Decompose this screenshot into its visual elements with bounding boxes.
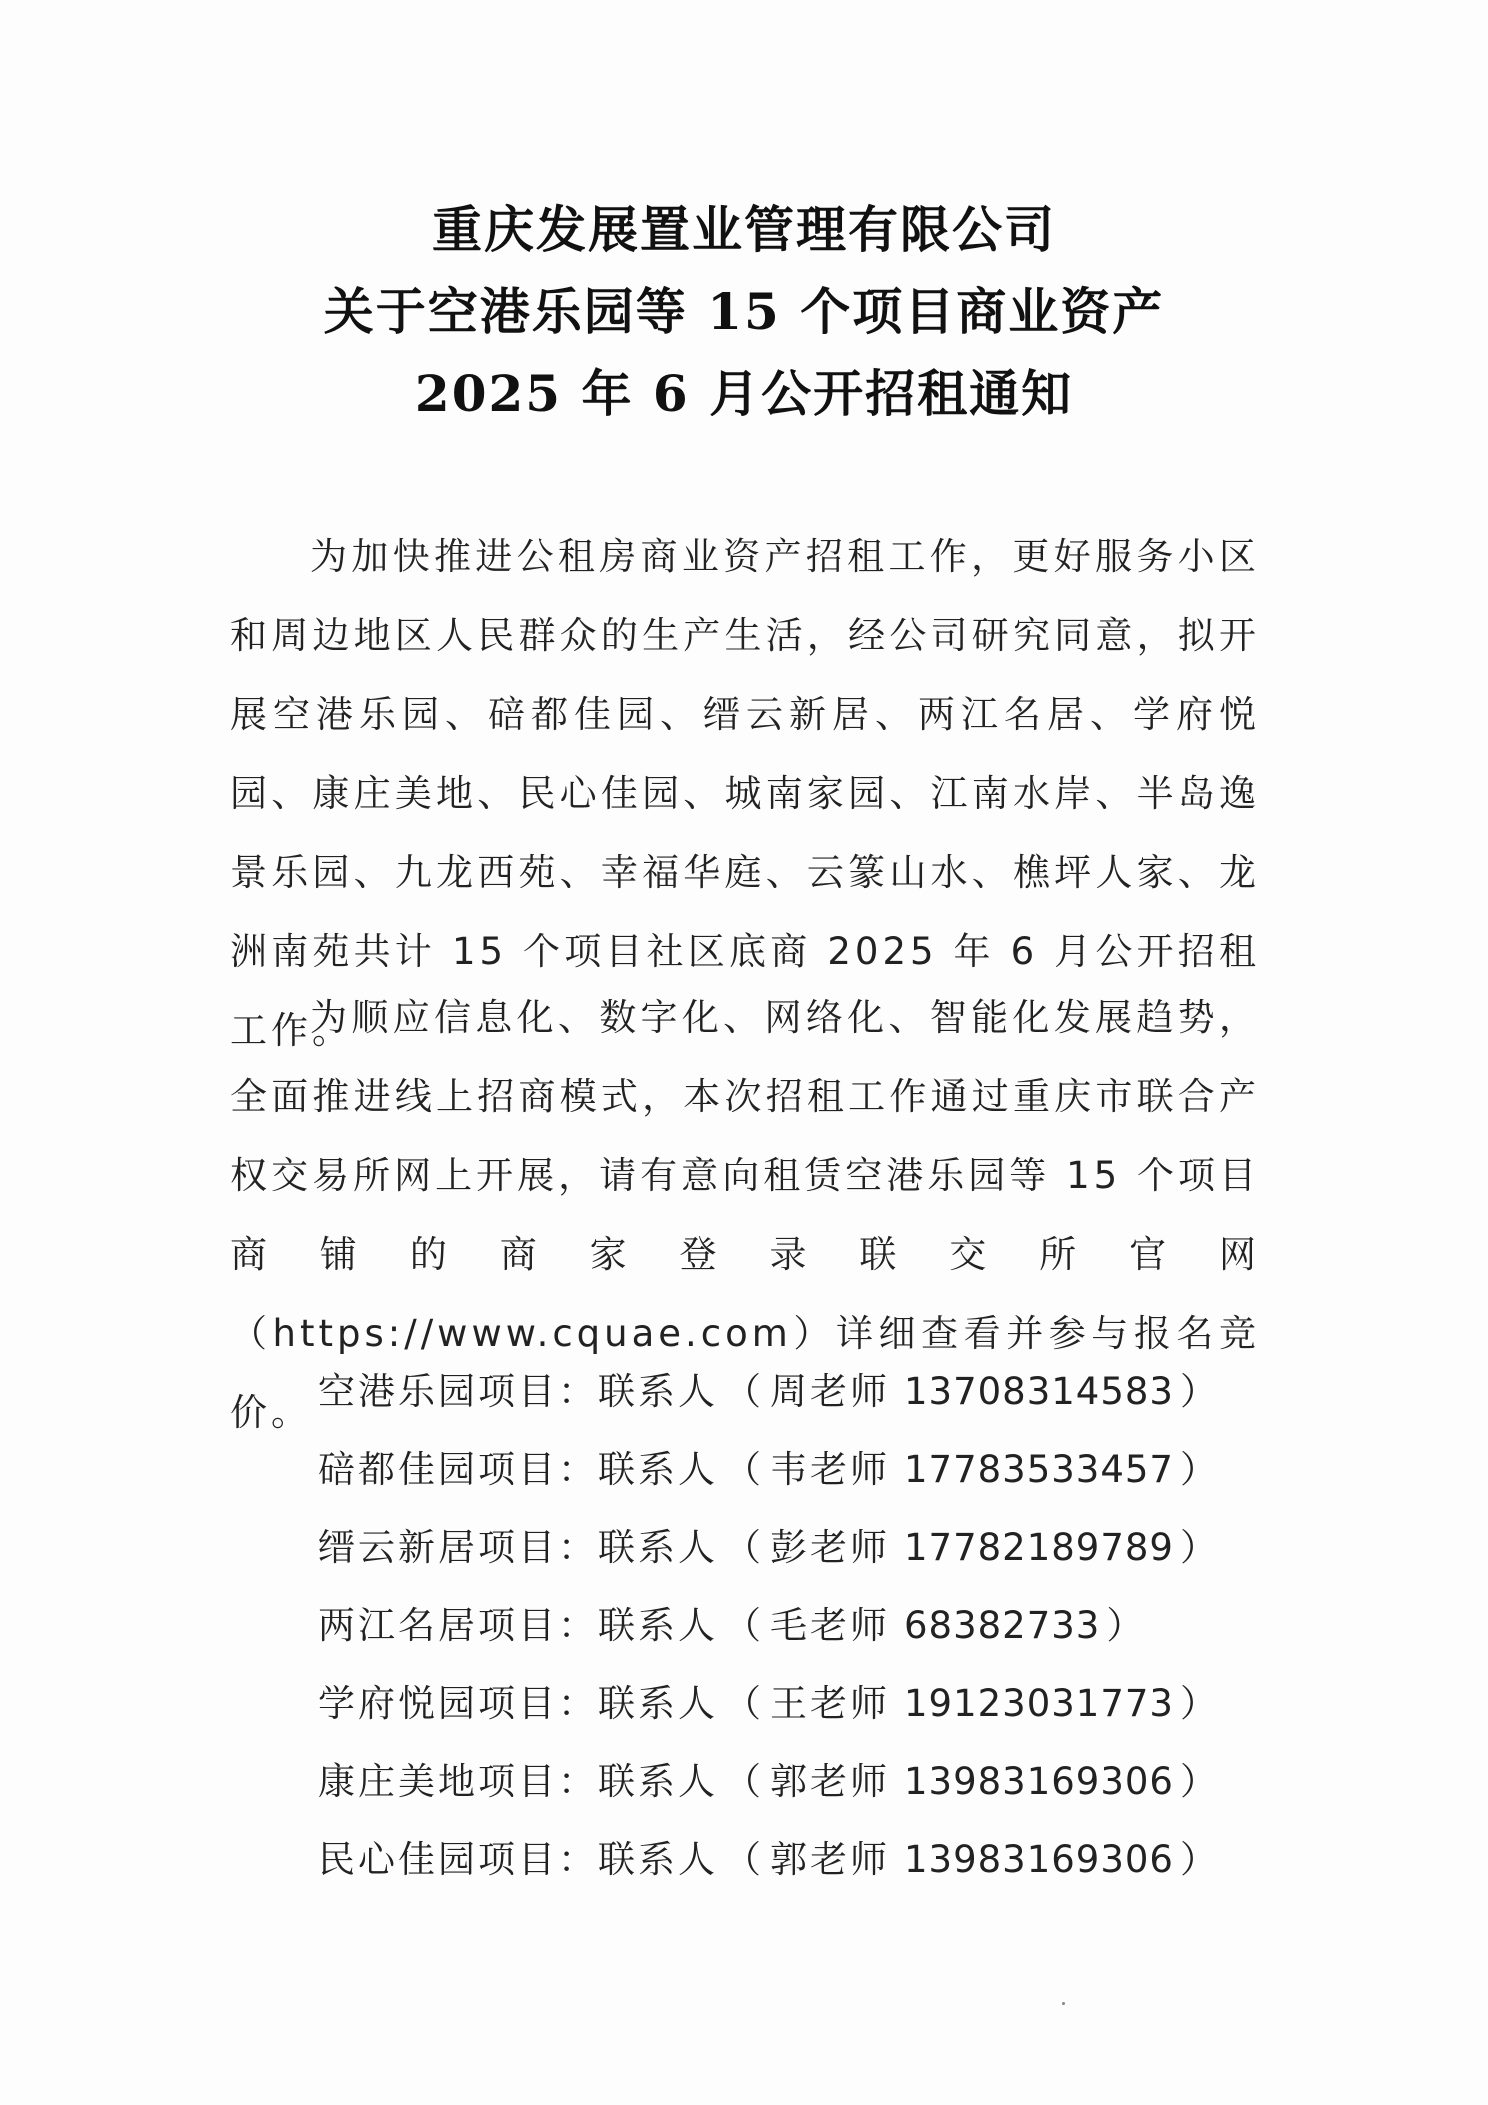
contact-close-paren: ） (1179, 1682, 1220, 1725)
contact-row (318, 1743, 1218, 1821)
contact-open-paren: （ (724, 1682, 764, 1725)
contact-row (318, 1509, 1218, 1587)
contact-open-paren: （ (724, 1370, 764, 1413)
contact-phone: 17782189789 (904, 1526, 1174, 1569)
contact-close-paren: ） (1179, 1370, 1220, 1413)
contact-open-paren: （ (724, 1838, 764, 1881)
contact-project: 空港乐园项目： (318, 1370, 598, 1413)
contact-label: 联系人 (598, 1838, 718, 1881)
contact-project: 两江名居项目： (318, 1604, 598, 1647)
contact-close-paren: ） (1179, 1838, 1220, 1881)
contact-open-paren: （ (724, 1760, 764, 1803)
contact-label: 联系人 (598, 1760, 718, 1803)
contact-row (318, 1821, 1218, 1899)
contact-close-paren: ） (1179, 1760, 1220, 1803)
contact-phone: 13983169306 (904, 1838, 1174, 1881)
contact-name: 郭老师 (770, 1760, 890, 1803)
contact-project: 碚都佳园项目： (318, 1448, 598, 1491)
contact-close-paren: ） (1106, 1604, 1147, 1647)
contact-close-paren: ） (1179, 1526, 1220, 1569)
contact-row (318, 1665, 1218, 1743)
contact-label: 联系人 (598, 1448, 718, 1491)
contact-label: 联系人 (598, 1370, 718, 1413)
contact-name: 郭老师 (770, 1838, 890, 1881)
contact-name: 王老师 (770, 1682, 890, 1725)
contact-open-paren: （ (724, 1448, 764, 1491)
contact-close-paren: ） (1179, 1448, 1220, 1491)
contact-project: 民心佳园项目： (318, 1838, 598, 1881)
contact-name: 彭老师 (770, 1526, 890, 1569)
body-paragraph-2: 为顺应信息化、数字化、网络化、智能化发展趋势，全面推进线上招商模式，本次招租工作通过重庆市联合产权交易所网上开展，请有意向租赁空港乐园等 15 个项目商铺的商家登录联交所官网（https://www.cquae.com）详细查看并参与报名竞价。 (230, 996, 1260, 1434)
body-paragraph-1: 为加快推进公租房商业资产招租工作，更好服务小区和周边地区人民群众的生产生活，经公司研究同意，拟开展空港乐园、碚都佳园、缙云新居、两江名居、学府悦园、康庄美地、民心佳园、城南家园、江南水岸、半岛逸景乐园、九龙西苑、幸福华庭、云篆山水、樵坪人家、龙洲南苑共计 15 个项目社区底商 2025 年 6 月公开招租工作。 (230, 535, 1260, 1052)
contact-name: 周老师 (770, 1370, 890, 1413)
title-line-2: 关于空港乐园等 15 个项目商业资产 (323, 282, 1165, 341)
contact-row (318, 1587, 1218, 1665)
contact-row (318, 1353, 1218, 1431)
contact-phone: 17783533457 (904, 1448, 1174, 1491)
contact-name: 韦老师 (770, 1448, 890, 1491)
contact-phone: 68382733 (904, 1604, 1101, 1647)
contact-open-paren: （ (724, 1604, 764, 1647)
contact-name: 毛老师 (770, 1604, 890, 1647)
contact-open-paren: （ (724, 1526, 764, 1569)
contact-project: 康庄美地项目： (318, 1760, 598, 1803)
scan-speck (1062, 2002, 1065, 2005)
title-line-1: 重庆发展置业管理有限公司 (432, 200, 1056, 259)
contact-label: 联系人 (598, 1682, 718, 1725)
contact-project: 学府悦园项目： (318, 1682, 598, 1725)
contact-list (318, 1353, 1218, 1899)
contact-label: 联系人 (598, 1526, 718, 1569)
contact-row (318, 1431, 1218, 1509)
contact-label: 联系人 (598, 1604, 718, 1647)
contact-phone: 13983169306 (904, 1760, 1174, 1803)
contact-phone: 19123031773 (904, 1682, 1174, 1725)
title-line-3: 2025 年 6 月公开招租通知 (414, 364, 1074, 423)
contact-project: 缙云新居项目： (318, 1526, 598, 1569)
contact-phone: 13708314583 (904, 1370, 1174, 1413)
